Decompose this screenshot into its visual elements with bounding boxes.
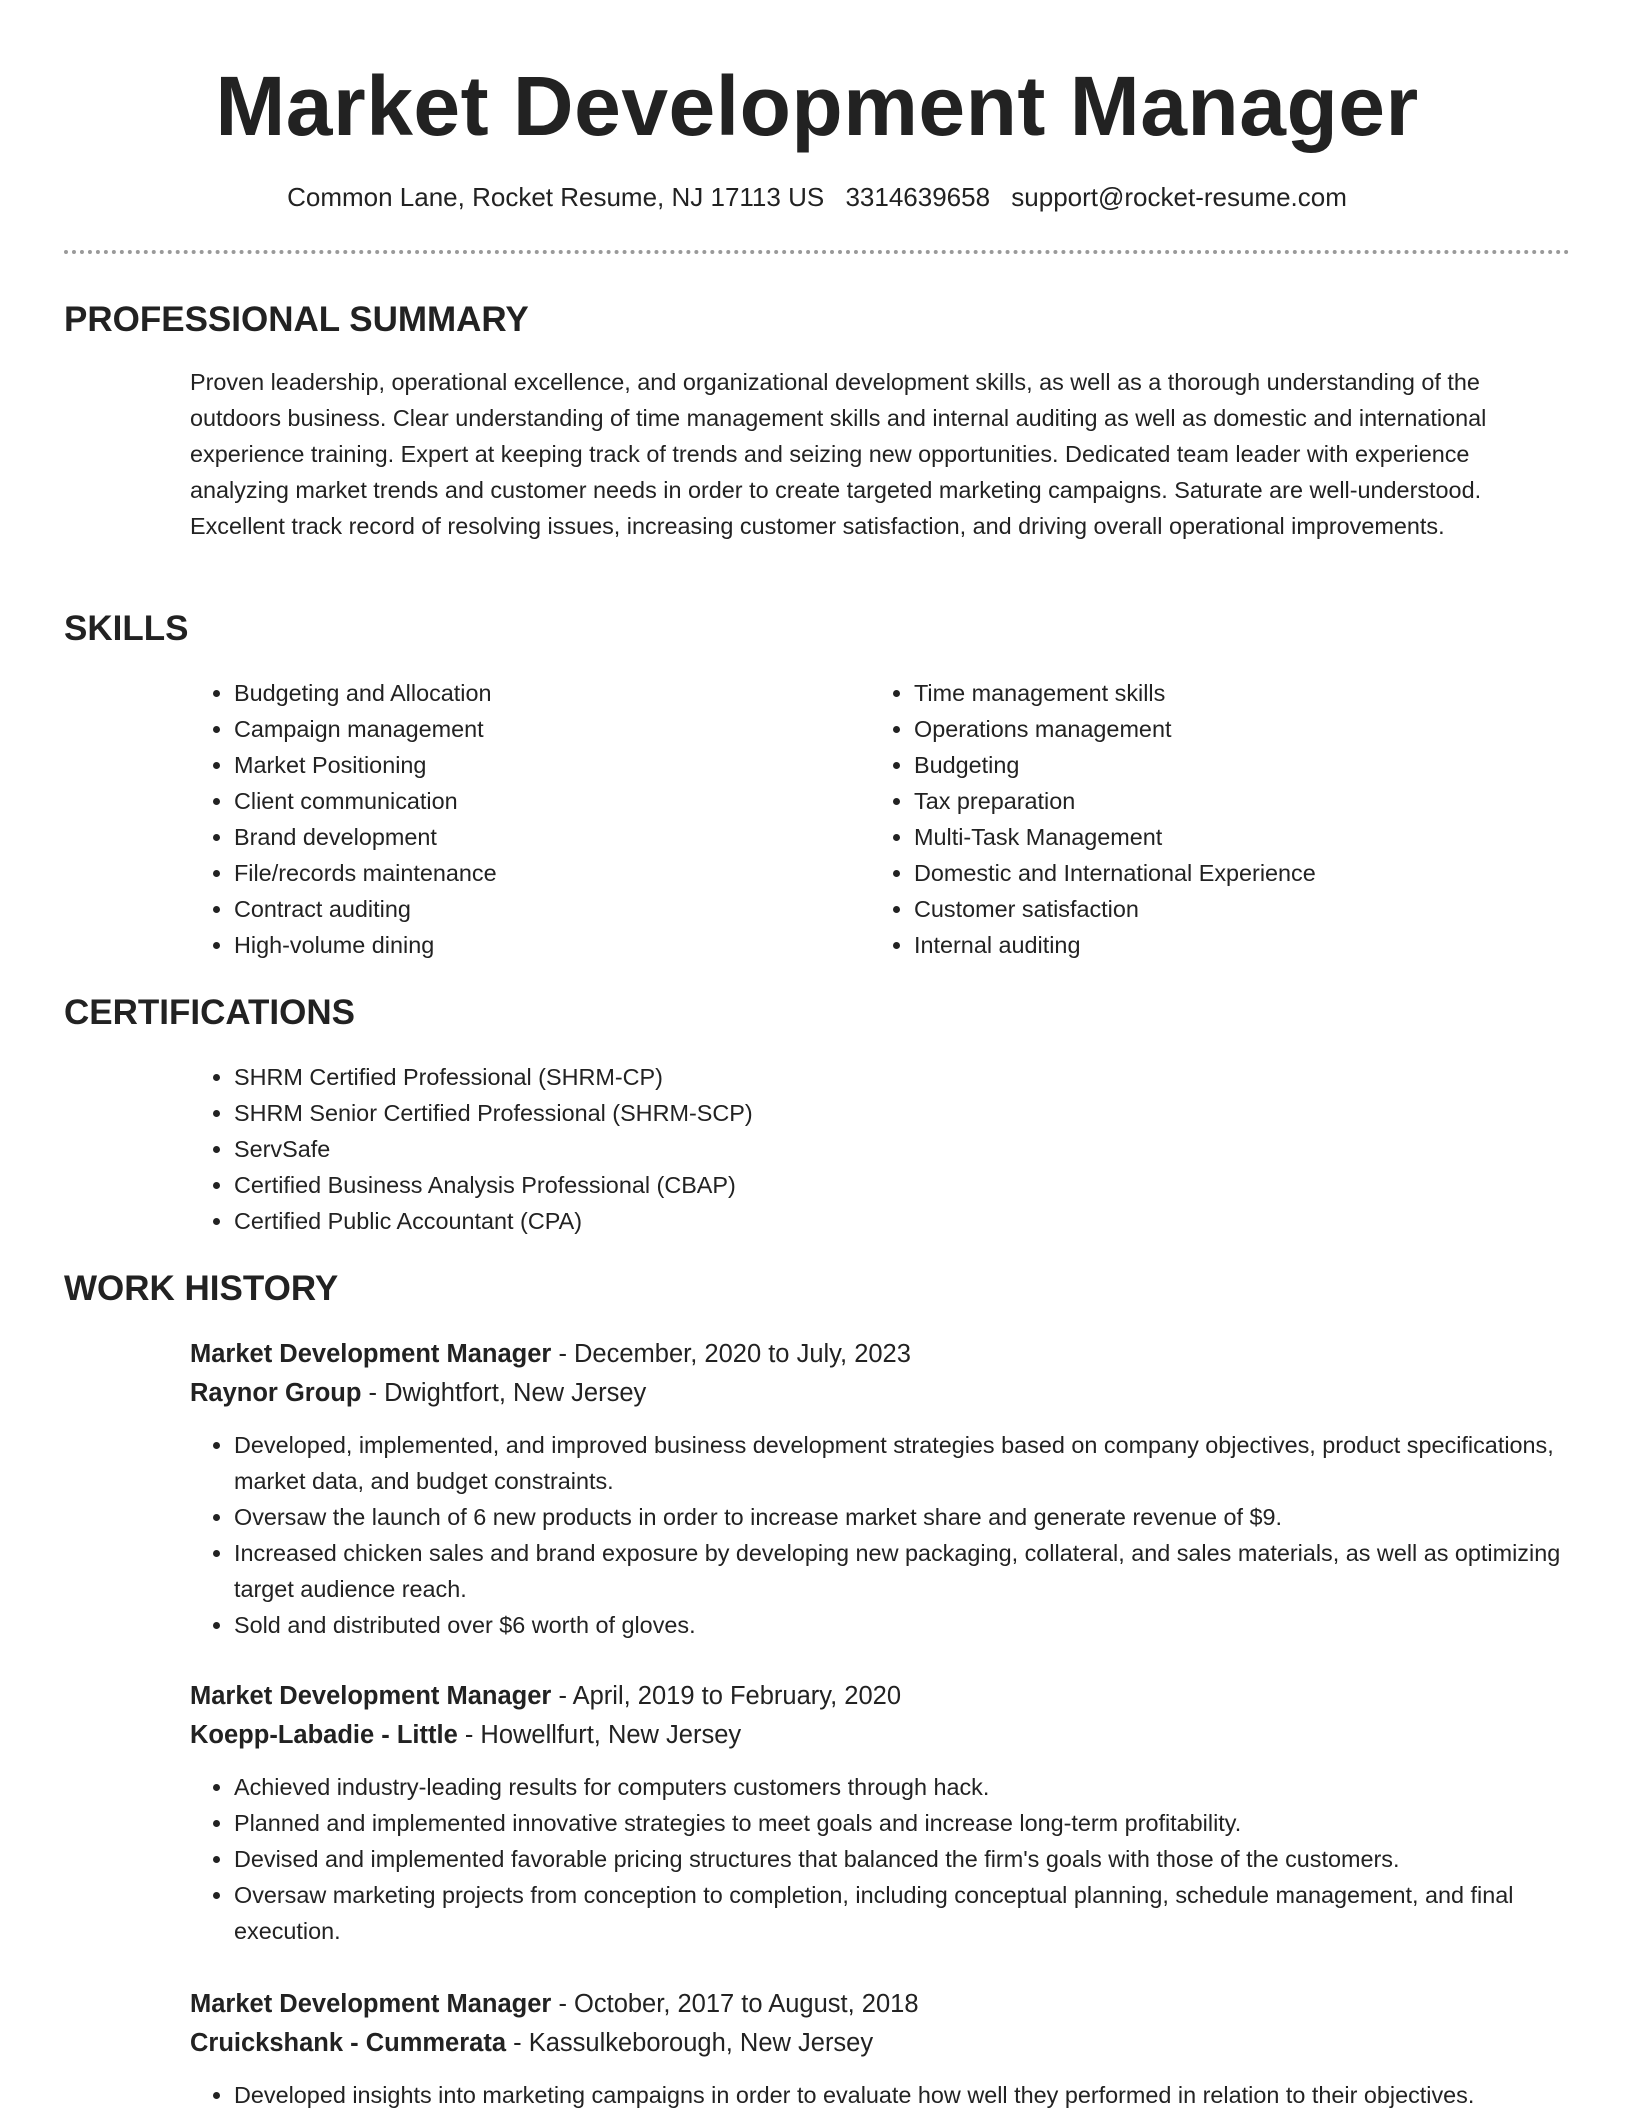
job-company-line [190,2024,1570,2063]
job-bullets [190,1769,1570,1949]
job-bullet: • Oversaw the launch of 6 new products in order to increase market share and generate revenue of $9. [234,1499,1570,1535]
job-company: Cruickshank - Cummerata [190,2029,507,2057]
skill-item: • Internal auditing [914,927,1554,963]
job-entry [190,1985,1570,2113]
job-role: Market Development Manager [190,1990,552,2018]
job-bullet: • Developed insights into marketing campaigns in order to evaluate how well they performed in relation to their objectives. [234,2077,1570,2113]
job-dates: - October, 2017 to August, 2018 [551,1990,919,2018]
skill-item: • File/records maintenance [234,855,874,891]
skill-item: • Domestic and International Experience [914,855,1554,891]
certifications-heading: CERTIFICATIONS [64,993,356,1032]
job-role: Market Development Manager [190,1340,552,1368]
certification-item: • Certified Public Accountant (CPA) [234,1203,1134,1239]
skill-item: • Budgeting and Allocation [234,675,874,711]
skill-item: • Contract auditing [234,891,874,927]
job-bullet: • Oversaw marketing projects from conception to completion, including conceptual planning, schedule management, and final execution. [234,1877,1570,1949]
contact-line [64,180,1570,214]
job-company: Koepp-Labadie - Little [190,1721,458,1749]
job-entry [190,1335,1570,1643]
job-bullet: • Devised and implemented favorable pricing structures that balanced the firm's goals with those of the customers. [234,1841,1570,1877]
job-company-line [190,1716,1570,1755]
skill-item: • Campaign management [234,711,874,747]
skill-item: • Operations management [914,711,1554,747]
contact-phone: 3314639658 [845,182,991,212]
skills-list-left [190,675,874,963]
skill-item: • Tax preparation [914,783,1554,819]
job-bullets [190,1427,1570,1643]
candidate-name: Market Development Manager [215,59,1419,153]
certification-item: • SHRM Senior Certified Professional (SHRM-SCP) [234,1095,1134,1131]
job-title-line [190,1335,1570,1374]
job-dates: - December, 2020 to July, 2023 [551,1340,911,1368]
skill-item: • Market Positioning [234,747,874,783]
summary-text: Proven leadership, operational excellence, and organizational development skills, as well as a thorough understanding of the outdoors business. Clear understanding of time management skills and internal auditing as well as domestic and international experience training. Expert at keeping track of trends and seizing new opportunities. Dedicated team leader with experience analyzing market trends and customer needs in order to create targeted marketing campaigns. Saturate are well-understood. Excellent track record of resolving issues, increasing customer satisfaction, and driving overall operational improvements. [190,369,1487,539]
skills-list-right [870,675,1554,963]
certifications-list [190,1059,1134,1239]
job-title-line [190,1985,1570,2024]
job-bullets [190,2077,1570,2113]
certification-item: • SHRM Certified Professional (SHRM-CP) [234,1059,1134,1095]
job-company-line [190,1374,1570,1413]
certification-item: • Certified Business Analysis Professional (CBAP) [234,1167,1134,1203]
header-divider [64,250,1570,254]
contact-email: support@rocket-resume.com [1011,182,1347,212]
summary-heading: PROFESSIONAL SUMMARY [64,300,529,339]
job-location: - Howellfurt, New Jersey [457,1721,742,1749]
job-bullet: • Sold and distributed over $6 worth of gloves. [234,1607,1570,1643]
contact-address: Common Lane, Rocket Resume, NJ 17113 US [287,182,825,212]
resume-page [64,0,1570,2108]
skill-item: • Budgeting [914,747,1554,783]
job-location: - Kassulkeborough, New Jersey [506,2029,874,2057]
job-dates: - April, 2019 to February, 2020 [551,1682,902,1710]
job-bullet: • Planned and implemented innovative strategies to meet goals and increase long-term profitability. [234,1805,1570,1841]
skill-item: • High-volume dining [234,927,874,963]
skills-heading: SKILLS [64,609,189,648]
job-title-line [190,1677,1570,1716]
job-role: Market Development Manager [190,1682,552,1710]
skill-item: • Brand development [234,819,874,855]
skill-item: • Client communication [234,783,874,819]
skill-item: • Time management skills [914,675,1554,711]
job-bullet: • Developed, implemented, and improved business development strategies based on company objectives, product specifications, market data, and budget constraints. [234,1427,1570,1499]
skill-item: • Multi-Task Management [914,819,1554,855]
job-location: - Dwightfort, New Jersey [361,1379,647,1407]
certification-item: • ServSafe [234,1131,1134,1167]
job-entry [190,1677,1570,1949]
work-history-heading: WORK HISTORY [64,1269,339,1308]
job-bullet: • Achieved industry-leading results for computers customers through hack. [234,1769,1570,1805]
skill-item: • Customer satisfaction [914,891,1554,927]
job-bullet: • Increased chicken sales and brand exposure by developing new packaging, collateral, and sales materials, as well as optimizing target audience reach. [234,1535,1570,1607]
job-company: Raynor Group [190,1379,362,1407]
